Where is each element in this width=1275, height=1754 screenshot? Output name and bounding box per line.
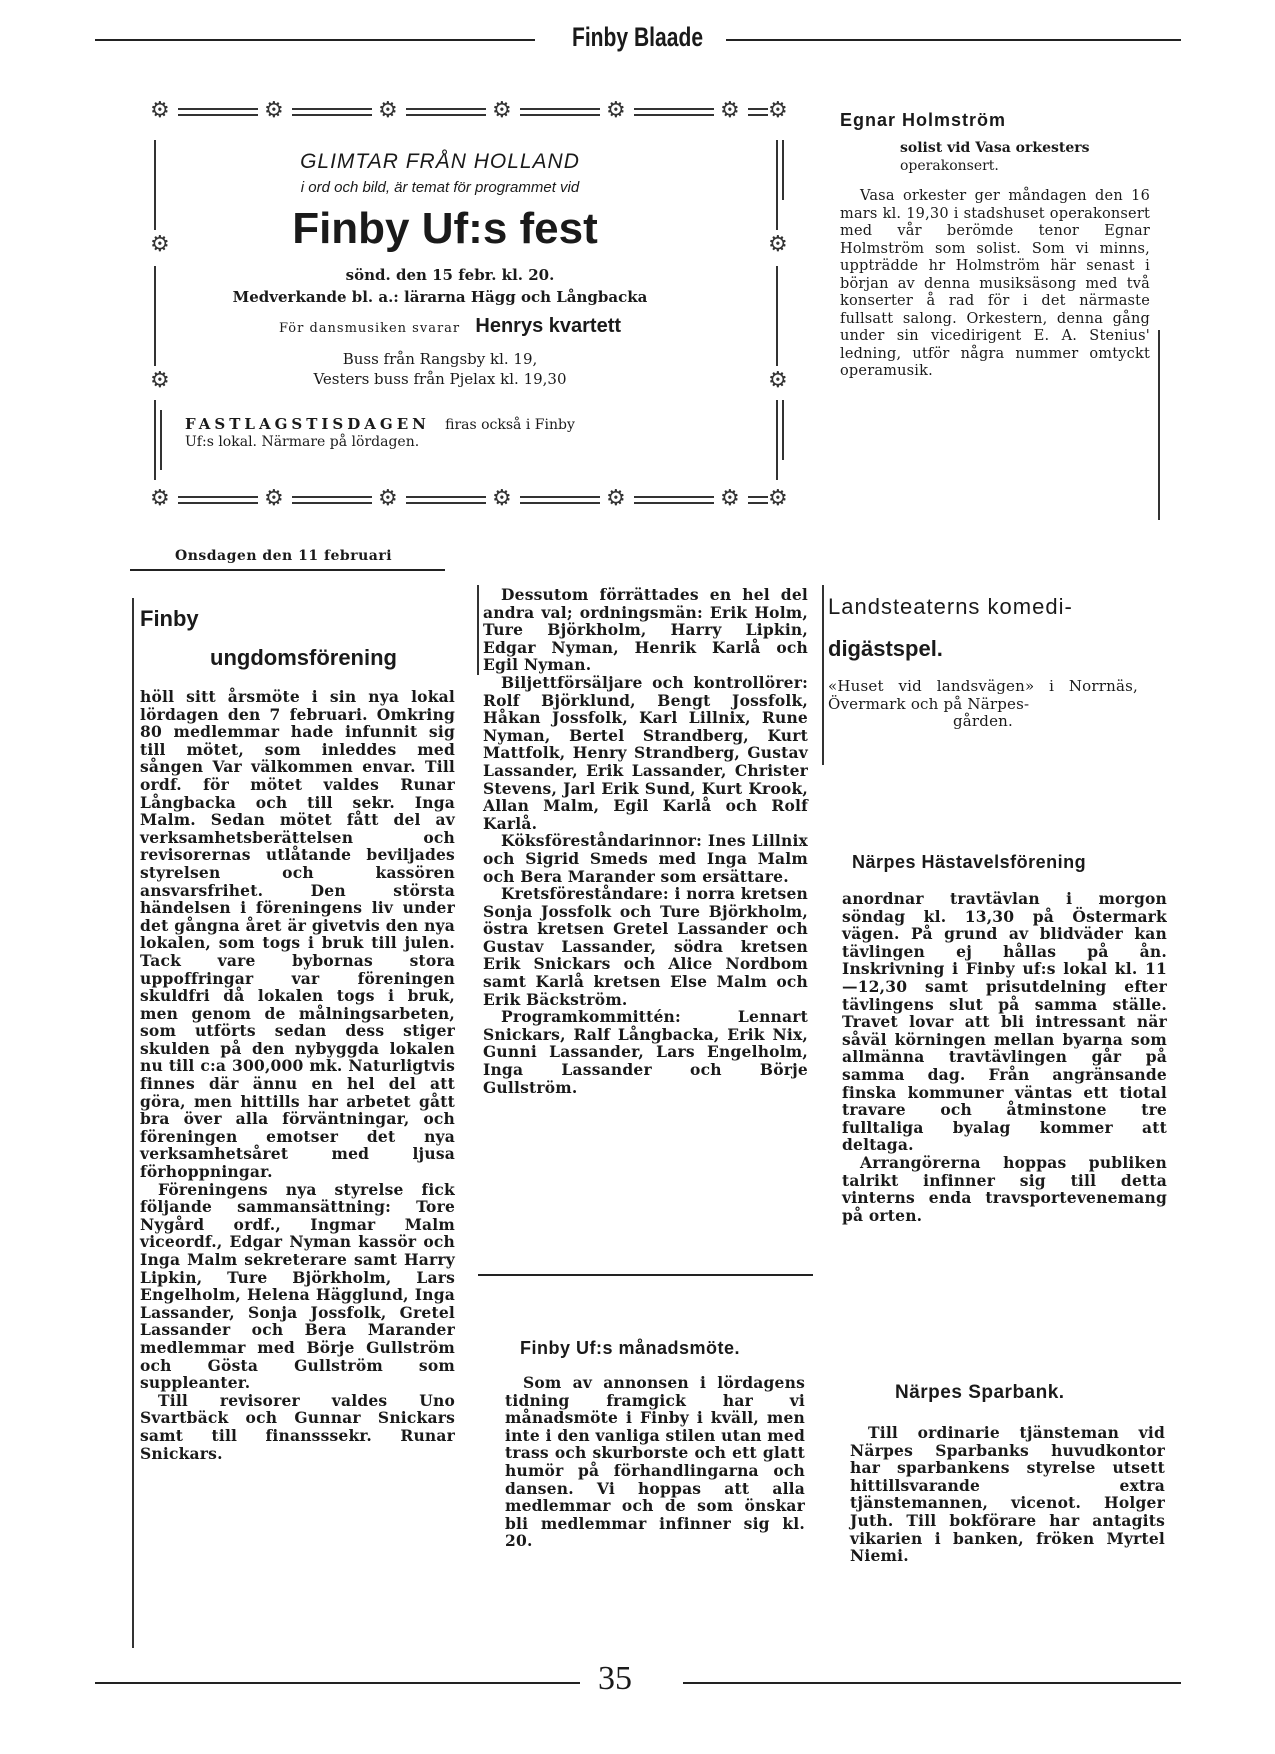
middle-article [483,586,808,1096]
ad-line-fastlag [150,414,825,433]
manadsmote-article [505,1374,805,1550]
finby-paragraph-2: Föreningens nya styrelse fick följande sammansättning: Tore Nygård ordf., Ingmar Malm viceordf., Edgar Nyman kassör och Inga Malm sekreterare samt Harry Lipkin, Ture Björkholm, Lars Engelholm, Helena Hägglund, Inga Lassander, Sonja Jossfolk, Gretel Lassander och Bera Marander medlemmar med Börje Gullström och Gösta Gullström som suppleanter. [140,1179,455,1393]
sparbank-paragraph: Till ordinarie tjänsteman vid Närpes Sparbanks huvudkontor har sparbankens styrelse utsett hittillsvarande extra tjänstemannen, vicenot. Holger Juth. Till bokförare har antagits vikarien i banken, fröken Myrtel Niemi. [850,1423,1165,1566]
column-1-border [132,598,134,1648]
page-title: Finby Blaade [571,22,704,52]
ornament-icon: ⚙ [606,98,626,123]
hastavel-paragraph-1: anordnar travtävlan i morgon söndag kl. 13,30 på Östermark vägen. På grund av blidväder kan tävlingen ej hållas på ån. Inskrivning i Finby uf:s lokal kl. 11—12,30 samt prisutdelning efter tävlingens slut på samma ställe. Travet lovar att bli intressant när såväl körningen mellan byarna som allmänna travtävlingen går på samma dag. Från angränsande finska kommuner väntas ett tiotal travare och åtminstone tre fulltaliga byalag kommer att deltaga. [842,889,1167,1155]
header-rule-right [726,39,1181,41]
ornament-icon: ⚙ [606,486,626,511]
ad-line-dansmusik [130,315,770,338]
ad-line-glimtar: GLIMTAR FRÅN HOLLAND [300,150,580,173]
holmstrom-paragraph: Vasa orkester ger måndagen den 16 mars kl. 19,30 i stadshuset operakonsert med vår berömde tenor Egnar Holmström som solist. Som vi minns, uppträdde hr Holmström här senast i början av denna musiksäsong med två konserter å rad för i det närmaste fullsatt salong. Orkestern, denna gång under sin vicedirigent E. A. Stenius' ledning, utför några nummer omtyckt operamusik. [840,188,1150,379]
hastavel-article [842,890,1167,1224]
ornament-icon: ⚙ [720,486,740,511]
manadsmote-heading: Finby Uf:s månadsmöte. [520,1338,741,1358]
landsteatern-heading-1: Landsteaterns komedi- [828,594,1073,619]
ad-border-top [748,108,768,116]
ornament-icon: ⚙ [150,486,170,511]
ad-border-right [776,140,778,230]
ornament-icon: ⚙ [150,98,170,123]
landsteatern-paragraph: «Huset vid landsvägen» i Norrnäs, Övermark och på Närpes- [828,677,1138,713]
ad-line-lokal: Uf:s lokal. Närmare på lördagen. [185,434,420,450]
middle-paragraph-1: Dessutom förrättades en hel del andra val; ordningsmän: Erik Holm, Ture Björkholm, Harry Lipkin, Edgar Nyman, Henrik Karlå och Egil Nyman. [483,585,808,675]
ornament-icon: ⚙ [150,368,170,393]
footer-rule-right [683,1682,1181,1684]
holmstrom-heading: Egnar Holmström [840,110,1007,130]
column-3-border [822,585,824,765]
ornament-icon: ⚙ [492,486,512,511]
dateline-rule [130,569,445,571]
landsteatern-heading-2: digästspel. [828,636,943,661]
ad-border-bottom [292,496,372,504]
holmstrom-body [840,188,1150,381]
ad-border-bottom [634,496,714,504]
sparbank-heading: Närpes Sparbank. [895,1382,1065,1403]
ornament-icon: ⚙ [768,232,788,257]
manadsmote-paragraph: Som av annonsen i lördagens tidning framgick har vi månadsmöte i Finby i kväll, men inte i den vanliga stilen utan med trass och skurborste och ett glatt humör på förhandlingarna och dansen. Vi hoppas att alla medlemmar och de som önskar bli medlemmar infinner sig kl. 20. [505,1373,805,1551]
finby-heading-2: ungdomsförening [210,645,397,670]
ad-title: Finby Uf:s fest [292,204,598,253]
finby-article [140,688,455,1462]
hastavel-heading: Närpes Hästavelsförening [852,852,1087,872]
middle-paragraph-2: Biljettförsäljare och kontrollörer: Rolf Björklund, Bengt Jossfolk, Håkan Jossfolk, Karl Lillnix, Rune Nyman, Bertel Strandberg, Kurt Mattfolk, Henry Strandberg, Gustav Lassander, Erik Lassander, Christer Stevens, Jarl Erik Sund, Kurt Krook, Allan Malm, Egil Karlå och Rolf Karlå. [483,672,808,833]
ornament-icon: ⚙ [768,486,788,511]
ad-line-buss-pjelax: Vesters buss från Pjelax kl. 19,30 [313,370,567,388]
ad-border-top [520,108,600,116]
ad-border-bottom [178,496,258,504]
ad-line-date: sönd. den 15 febr. kl. 20. [345,266,555,284]
ad-band-name: Henrys kvartett [475,315,622,337]
ornament-icon: ⚙ [264,486,284,511]
middle-paragraph-3: Köksföreståndarinnor: Ines Lillnix och Sigrid Smeds med Inga Malm och Bera Marander som ersättare. [483,831,808,886]
ad-box [150,100,790,520]
ad-border-bottom [520,496,600,504]
ad-fastlag-label: FASTLAGSTISDAGEN [185,415,430,433]
holmstrom-subheading-1: solist vid Vasa orkesters [900,140,1090,156]
ornament-icon: ⚙ [378,486,398,511]
ad-border-top [406,108,486,116]
page-number: 35 [598,1660,632,1697]
ad-border-top [178,108,258,116]
finby-paragraph-3: Till revisorer valdes Uno Svartbäck och Gunnar Snickars samt till finansssekr. Runar Snickars. [140,1390,455,1463]
middle-paragraph-5: Programkommittén: Lennart Snickars, Ralf Långbacka, Erik Nix, Gunni Lassander, Lars Engelholm, Inga Lassander och Börje Gullström. [483,1007,808,1097]
ornament-icon: ⚙ [492,98,512,123]
ornament-icon: ⚙ [264,98,284,123]
ad-line-buss-rangsby: Buss från Rangsby kl. 19, [342,350,538,368]
ad-border-bottom [748,496,768,504]
ad-line-tema: i ord och bild, är temat för programmet vid [300,179,580,196]
ornament-icon: ⚙ [150,232,170,257]
ad-border-right [782,140,784,200]
ad-line-dansmusik-label: För dansmusiken svarar [278,321,461,336]
landsteatern-paragraph-end: gården. [952,712,1014,731]
ad-border-bottom [406,496,486,504]
ornament-icon: ⚙ [768,368,788,393]
ornament-icon: ⚙ [720,98,740,123]
ad-border-top [634,108,714,116]
dateline: Onsdagen den 11 februari [175,548,393,564]
middle-separator [478,1274,813,1276]
hastavel-paragraph-2: Arrangörerna hoppas publiken talrikt infinner sig till detta vinterns enda travsportevenemang på orten. [842,1152,1167,1225]
column-2-border [477,585,479,675]
finby-paragraph-1: höll sitt årsmöte i sin nya lokal lördagen den 7 februari. Omkring 80 medlemmar hade infunnit sig till mötet, som inleddes med sången Var välkommen envar. Till ordf. för mötet valdes Runar Långbacka och till sekr. Inga Malm. Sedan mötet fått del av verksamhetsberättelsen och revisorernas utlåtande beviljades styrelsen och kassören ansvarsfrihet. Den största händelsen i föreningens liv under det gångna året är givetvis den nya lokalen, som togs i bruk till julen. Tack vare bybornas stora uppoffringar var föreningen skuldfri då lokalen togs i bruk, men genom de målningsarbeten, som utförts sedan dess stiger skulden på den nybyggda lokalen nu till c:a 300,000 mk. Naturligtvis finnes där ännu en hel del att göra, men hittills har arbetet gått bra över alla förväntningar, och föreningen emotser det nya verksamhetsåret med ljusa förhoppningar. [140,687,455,1182]
ad-line-medverkande: Medverkande bl. a.: lärarna Hägg och Långbacka [232,288,648,306]
finby-heading-1: Finby [140,606,199,631]
holmstrom-border-right [1158,330,1160,520]
footer-rule-left [95,1682,580,1684]
ad-border-top [292,108,372,116]
ad-border-right [776,266,778,366]
sparbank-article [850,1424,1165,1565]
ad-fastlag-text: firas också i Finby [445,417,575,433]
ornament-icon: ⚙ [768,98,788,123]
holmstrom-subheading-2: operakonsert. [900,158,999,174]
landsteatern-article [828,678,1138,731]
middle-paragraph-4: Kretsföreståndare: i norra kretsen Sonja Jossfolk och Ture Björkholm, östra kretsen Gretel Lassander och Gustav Lassander, södra kretsen Erik Snickars och Alice Nordbom samt Karlå kretsen Else Malm och Erik Bäckström. [483,884,808,1009]
ornament-icon: ⚙ [378,98,398,123]
